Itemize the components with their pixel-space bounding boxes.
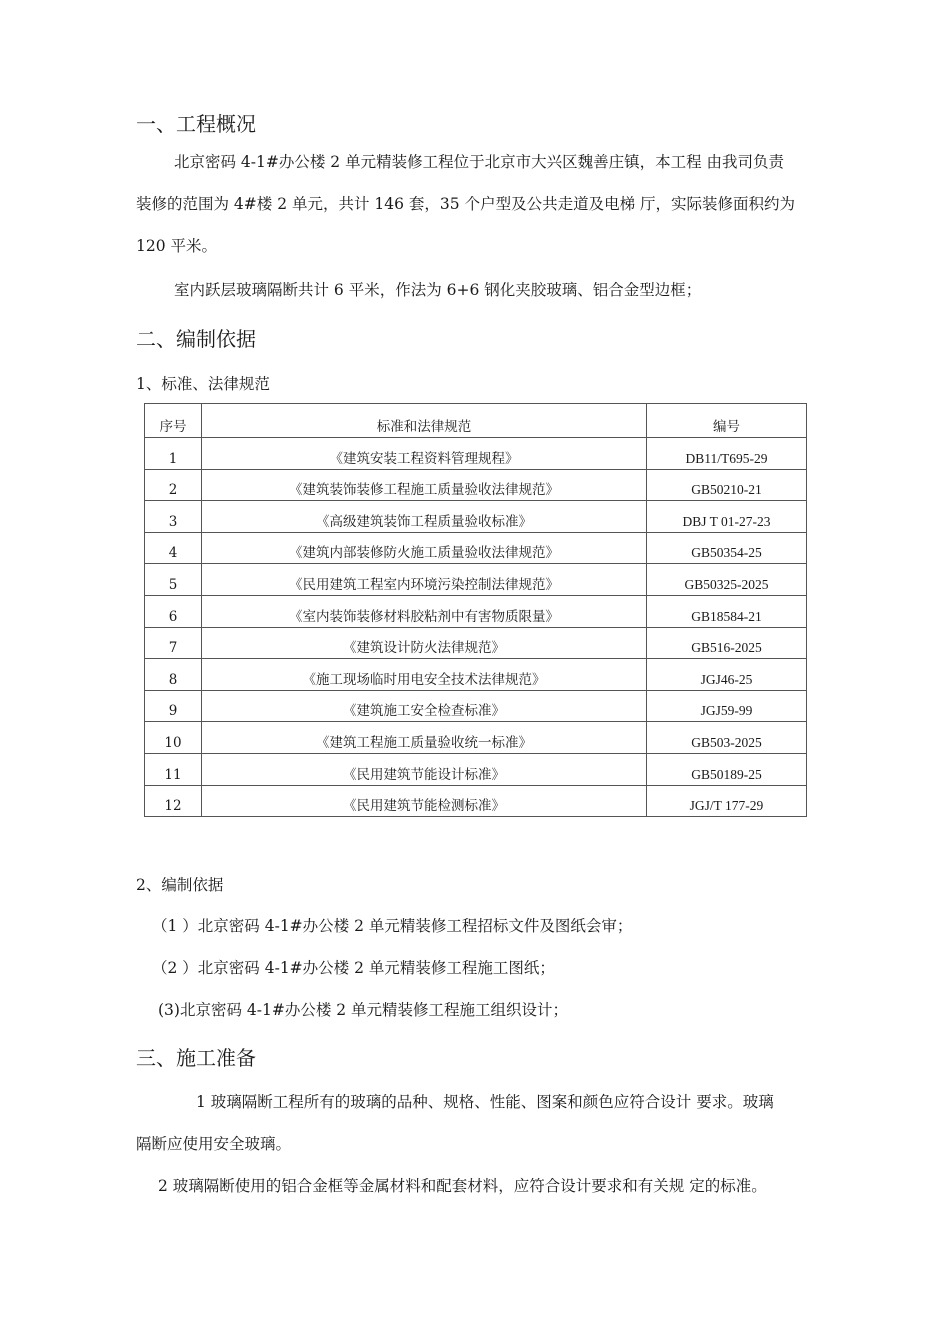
row-index: 9 (145, 690, 202, 722)
table-row (145, 469, 807, 501)
row-standard: 《民用建筑节能检测标准》 (202, 785, 647, 817)
table-row (145, 564, 807, 596)
row-code: GB50325-2025 (647, 564, 807, 596)
row-code: JGJ/T 177-29 (647, 785, 807, 817)
row-standard: 《建筑工程施工质量验收统一标准》 (202, 722, 647, 754)
row-index: 7 (145, 627, 202, 659)
table-row (145, 501, 807, 533)
glass-partition-paragraph: 室内跃层玻璃隔断共计 6 平米，作法为 6+6 钢化夹胶玻璃、铝合金型边框； (174, 281, 702, 299)
row-code: DBJ T 01-27-23 (647, 501, 807, 533)
table-row (145, 659, 807, 691)
row-index: 8 (145, 659, 202, 691)
row-code: JGJ46-25 (647, 659, 807, 691)
basis-item-2: （2 ）北京密码 4-1#办公楼 2 单元精装修工程施工图纸； (152, 959, 555, 977)
row-index: 5 (145, 564, 202, 596)
row-code: GB50189-25 (647, 753, 807, 785)
table-row (145, 595, 807, 627)
row-code: GB50354-25 (647, 532, 807, 564)
table-row (145, 785, 807, 817)
row-standard: 《民用建筑节能设计标准》 (202, 753, 647, 785)
row-index: 11 (145, 753, 202, 785)
overview-paragraph-line-3: 120 平米。 (136, 237, 218, 255)
row-index: 1 (145, 438, 202, 470)
row-code: GB18584-21 (647, 595, 807, 627)
overview-paragraph-line-1: 北京密码 4-1#办公楼 2 单元精装修工程位于北京市大兴区魏善庄镇，本工程 由我司负责 (174, 153, 785, 171)
overview-paragraph-line-2: 装修的范围为 4#楼 2 单元，共计 146 套，35 个户型及公共走道及电梯 厅，实际装修面积约为 (136, 195, 796, 213)
basis-subheading: 2、编制依据 (136, 876, 224, 894)
header-code: 编号 (647, 404, 807, 438)
row-standard: 《施工现场临时用电安全技术法律规范》 (202, 659, 647, 691)
row-code: GB503-2025 (647, 722, 807, 754)
row-index: 2 (145, 469, 202, 501)
row-standard: 《建筑施工安全检查标准》 (202, 690, 647, 722)
header-index: 序号 (145, 404, 202, 438)
row-code: GB50210-21 (647, 469, 807, 501)
section-3-title: 三、施工准备 (136, 1046, 256, 1070)
row-standard: 《建筑内部装修防火施工质量验收法律规范》 (202, 532, 647, 564)
preparation-paragraph-1-line-2: 隔断应使用安全玻璃。 (136, 1135, 292, 1153)
standards-subheading: 1、标准、法律规范 (136, 375, 270, 393)
row-index: 6 (145, 595, 202, 627)
table-row (145, 532, 807, 564)
row-index: 3 (145, 501, 202, 533)
row-index: 12 (145, 785, 202, 817)
standards-table (144, 403, 807, 817)
row-standard: 《高级建筑装饰工程质量验收标准》 (202, 501, 647, 533)
row-code: DB11/T695-29 (647, 438, 807, 470)
row-index: 10 (145, 722, 202, 754)
row-standard: 《民用建筑工程室内环境污染控制法律规范》 (202, 564, 647, 596)
row-standard: 《室内装饰装修材料胶粘剂中有害物质限量》 (202, 595, 647, 627)
row-index: 4 (145, 532, 202, 564)
preparation-paragraph-2: 2 玻璃隔断使用的铝合金框等金属材料和配套材料，应符合设计要求和有关规 定的标准。 (158, 1177, 767, 1195)
table-row (145, 438, 807, 470)
row-standard: 《建筑设计防火法律规范》 (202, 627, 647, 659)
row-code: JGJ59-99 (647, 690, 807, 722)
table-row (145, 627, 807, 659)
basis-item-1: （1 ）北京密码 4-1#办公楼 2 单元精装修工程招标文件及图纸会审； (152, 917, 633, 935)
table-header-row (145, 404, 807, 438)
preparation-paragraph-1-line-1: 1 玻璃隔断工程所有的玻璃的品种、规格、性能、图案和颜色应符合设计 要求。玻璃 (196, 1093, 774, 1111)
section-2-title: 二、编制依据 (136, 327, 256, 351)
row-standard: 《建筑安装工程资料管理规程》 (202, 438, 647, 470)
table-row (145, 753, 807, 785)
header-standard: 标准和法律规范 (202, 404, 647, 438)
row-standard: 《建筑装饰装修工程施工质量验收法律规范》 (202, 469, 647, 501)
row-code: GB516-2025 (647, 627, 807, 659)
table-row (145, 722, 807, 754)
basis-item-3: (3)北京密码 4-1#办公楼 2 单元精装修工程施工组织设计； (158, 1001, 569, 1019)
table-row (145, 690, 807, 722)
section-1-title: 一、工程概况 (136, 112, 256, 136)
